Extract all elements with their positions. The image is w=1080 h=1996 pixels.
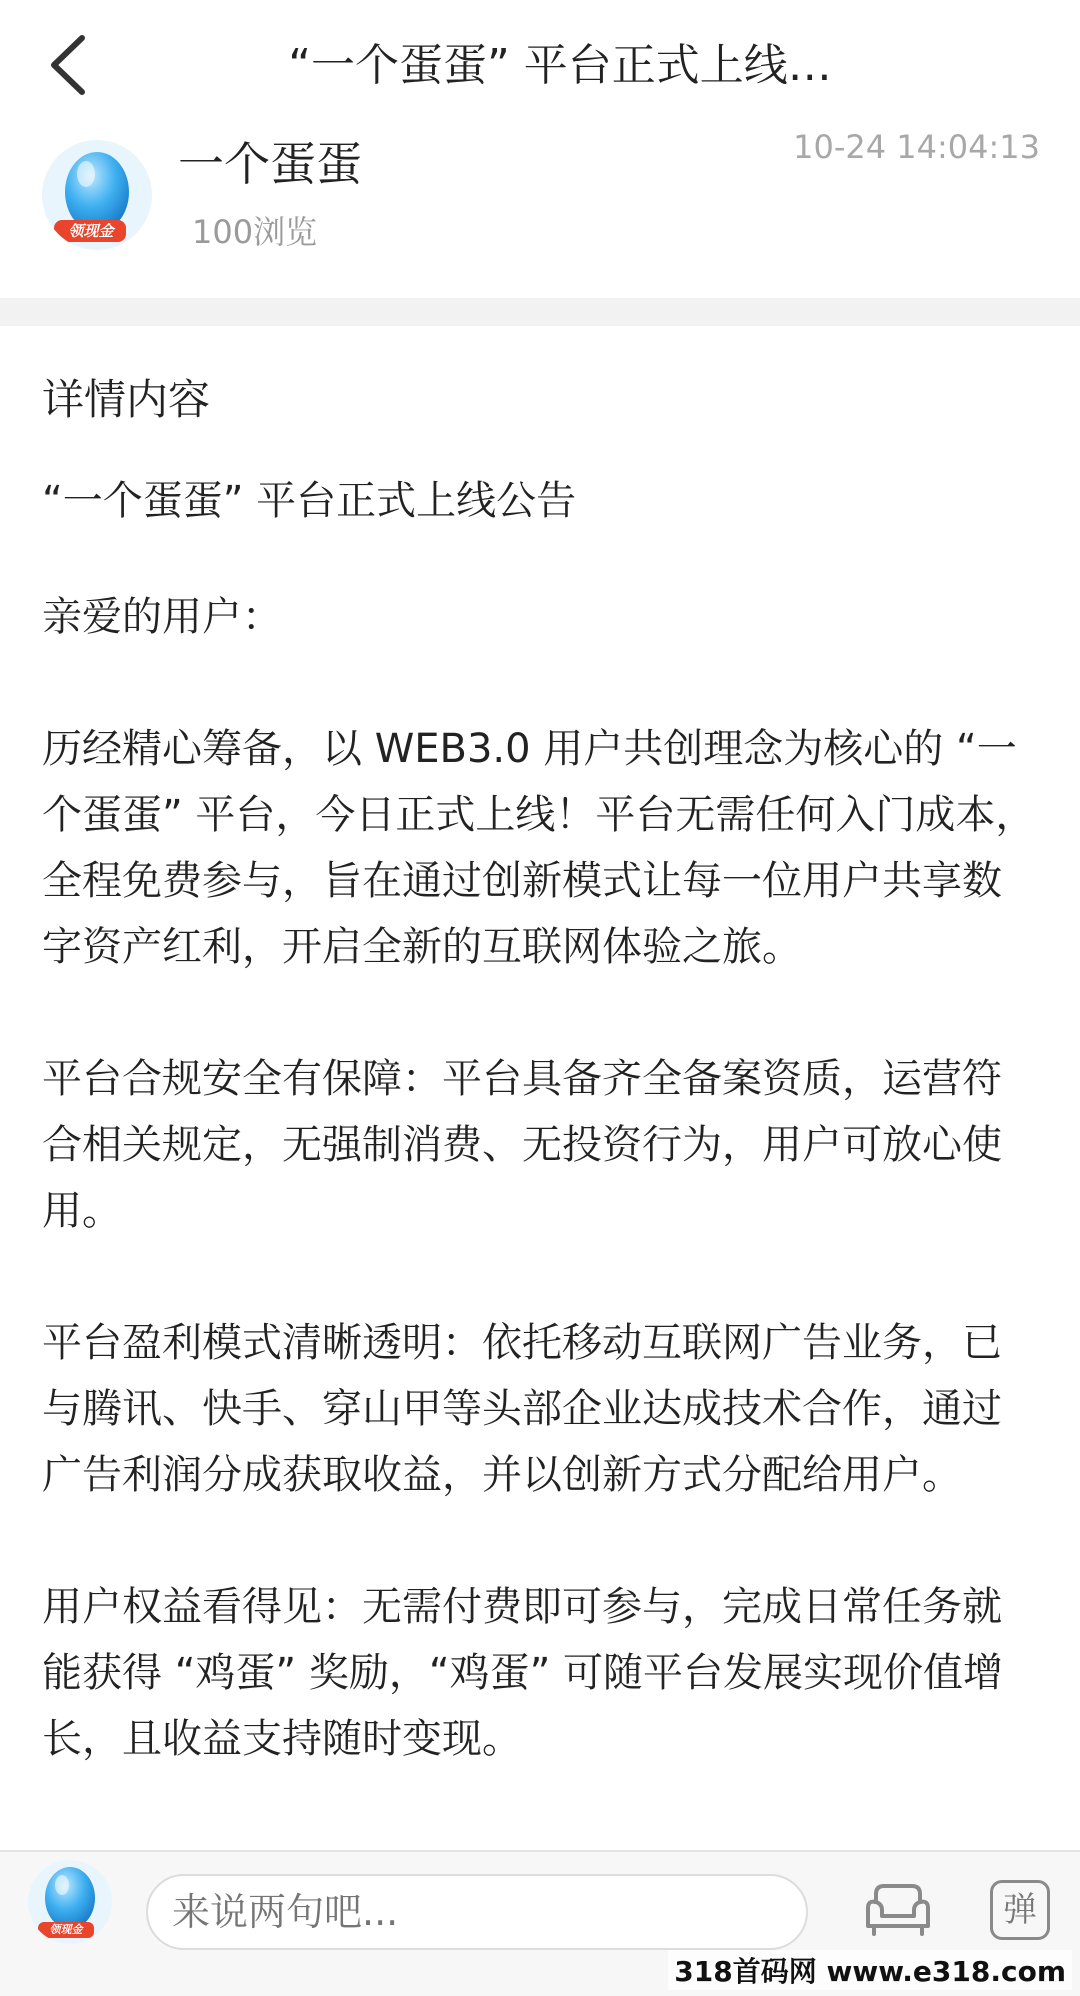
article-paragraph: 平台盈利模式清晰透明：依托移动互联网广告业务，已与腾讯、快手、穿山甲等头部企业达成技术合作，通过广告利润分成获取收益，并以创新方式分配给用户。 xyxy=(42,1320,1002,1498)
post-timestamp: 10-24 14:04:13 xyxy=(793,128,1040,166)
section-divider xyxy=(0,298,1080,326)
article-paragraph: “一个蛋蛋” 平台正式上线公告 xyxy=(42,478,577,524)
danmu-toggle-button[interactable]: 弹 xyxy=(990,1880,1050,1940)
author-avatar[interactable] xyxy=(42,140,152,250)
watermark: 318首码网 www.e318.com xyxy=(668,1950,1072,1990)
chevron-left-icon xyxy=(40,30,100,100)
sofa-icon xyxy=(862,1880,934,1940)
article-paragraph: 用户权益看得见：无需付费即可参与，完成日常任务就能获得 “鸡蛋” 奖励，“鸡蛋” 可随平台发展实现价值增长，且收益支持随时变现。 xyxy=(42,1584,1004,1762)
page-title: “一个蛋蛋” 平台正式上线… xyxy=(288,40,832,91)
view-count: 100浏览 xyxy=(192,213,318,251)
article-content xyxy=(42,372,1040,1838)
article-paragraph: 亲爱的用户： xyxy=(42,594,282,640)
article-paragraph: 历经精心筹备，以 WEB3.0 用户共创理念为核心的 “一个蛋蛋” 平台，今日正式上线！平台无需任何入门成本，全程免费参与，旨在通过创新模式让每一位用户共享数字资产红利，开启全新的互联网体验之旅。 xyxy=(42,726,1036,970)
avatar-badge: 领现金 xyxy=(68,222,114,240)
article-paragraph: 平台合规安全有保障：平台具备齐全备案资质，运营符合相关规定，无强制消费、无投资行为，用户可放心使用。 xyxy=(42,1056,1002,1234)
comment-input[interactable] xyxy=(146,1874,808,1950)
avatar-badge: 领现金 xyxy=(49,1923,83,1936)
back-button[interactable] xyxy=(40,30,100,100)
section-title: 详情内容 xyxy=(42,375,211,424)
sofa-button[interactable] xyxy=(862,1880,934,1940)
author-name[interactable]: 一个蛋蛋 xyxy=(178,137,362,191)
top-nav-bar xyxy=(0,0,1080,128)
user-avatar[interactable] xyxy=(28,1860,112,1944)
